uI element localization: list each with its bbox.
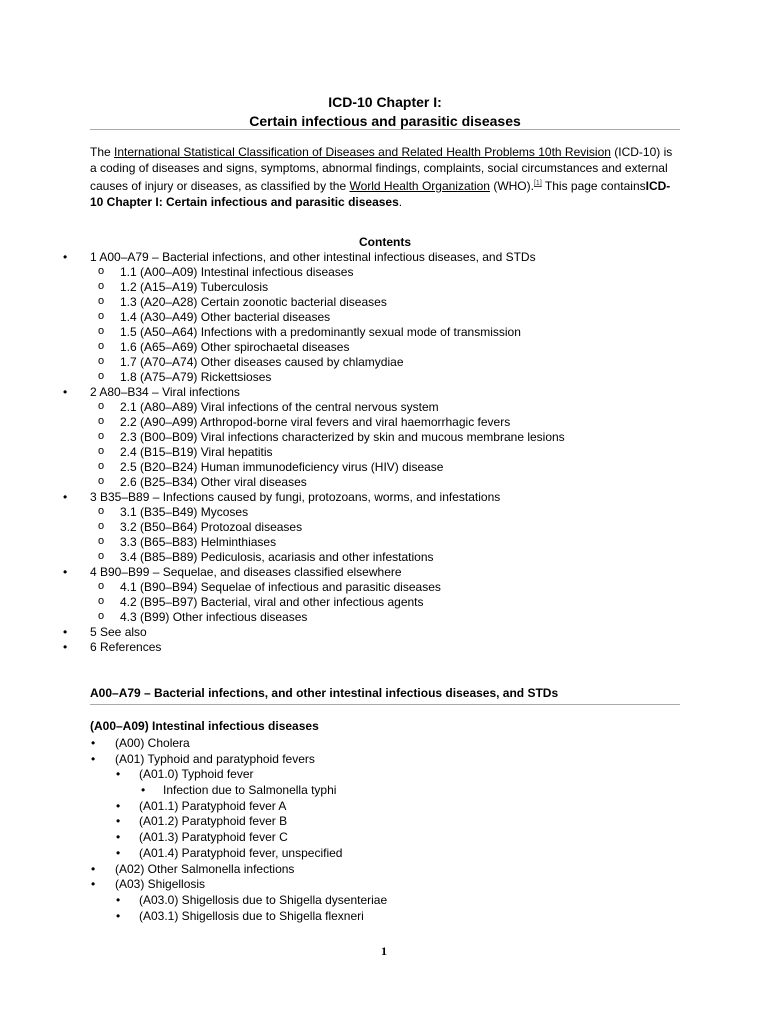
toc-item-label: 1.3 (A20–A28) Certain zoonotic bacterial diseases	[120, 295, 387, 309]
table-of-contents	[0, 250, 768, 655]
toc-item-label: 4.2 (B95–B97) Bacterial, viral and other infectious agents	[120, 595, 424, 609]
toc-item-label: 4.1 (B90–B94) Sequelae of infectious and parasitic diseases	[120, 580, 441, 594]
bullet-icon: •	[116, 798, 121, 813]
list-item	[0, 909, 768, 925]
page-number: 1	[381, 944, 387, 958]
toc-subitem[interactable]	[0, 505, 768, 520]
toc-item-label: 1.2 (A15–A19) Tuberculosis	[120, 280, 269, 294]
toc-item-label: 3.1 (B35–B49) Mycoses	[120, 505, 249, 519]
list-item	[0, 814, 768, 830]
bullet-icon: •	[63, 250, 68, 264]
circle-bullet-icon: o	[98, 430, 105, 442]
toc-item-label: 1.1 (A00–A09) Intestinal infectious diseases	[120, 265, 354, 279]
bullet-icon: •	[63, 490, 68, 504]
list-item-label: (A01.0) Typhoid fever	[139, 767, 254, 782]
list-item-label: (A01) Typhoid and paratyphoid fevers	[115, 751, 315, 766]
intro-bold-text: ICD-10 Chapter I: Certain infectious and parasitic diseases	[90, 179, 671, 209]
toc-item-label: 3.4 (B85–B89) Pediculosis, acariasis and other infestations	[120, 550, 434, 564]
title-line-2: Certain infectious and parasitic diseases	[249, 113, 521, 129]
toc-subitem[interactable]	[0, 370, 768, 385]
toc-item-label: 2.5 (B20–B24) Human immunodeficiency virus (HIV) disease	[120, 460, 444, 474]
intro-text: (ICD-10) is a coding of diseases and signs, symptoms, abnormal findings, complaints, social circumstances and external causes of injury or diseases, as classified by the	[90, 145, 673, 193]
list-item-label: (A02) Other Salmonella infections	[115, 861, 295, 876]
bullet-icon: •	[116, 845, 121, 860]
toc-item[interactable]	[0, 490, 768, 505]
circle-bullet-icon: o	[98, 340, 105, 352]
list-item	[0, 799, 768, 815]
circle-bullet-icon: o	[98, 475, 105, 487]
circle-bullet-icon: o	[98, 550, 105, 562]
toc-item-label: 5 See also	[90, 625, 147, 639]
toc-item-label: 1.5 (A50–A64) Infections with a predominantly sexual mode of transmission	[120, 325, 521, 339]
circle-bullet-icon: o	[98, 265, 105, 277]
contents-heading: Contents	[359, 235, 411, 249]
circle-bullet-icon: o	[98, 325, 105, 337]
title-divider	[90, 129, 680, 130]
bullet-icon: •	[91, 861, 96, 876]
circle-bullet-icon: o	[98, 400, 105, 412]
toc-item-label: 2 A80–B34 – Viral infections	[90, 385, 240, 399]
toc-item-label: 6 References	[90, 640, 162, 654]
toc-item-label: 1 A00–A79 – Bacterial infections, and other intestinal infectious diseases, and STDs	[90, 250, 536, 264]
bullet-icon: •	[63, 625, 68, 639]
bullet-icon: •	[116, 892, 121, 907]
list-item	[0, 877, 768, 893]
toc-item-label: 4.3 (B99) Other infectious diseases	[120, 610, 308, 624]
toc-subitem[interactable]	[0, 340, 768, 355]
list-item	[0, 736, 768, 752]
list-item-label: (A03) Shigellosis	[115, 877, 206, 892]
list-item	[0, 767, 768, 783]
toc-subitem[interactable]	[0, 325, 768, 340]
toc-item[interactable]	[0, 250, 768, 265]
circle-bullet-icon: o	[98, 415, 105, 427]
list-item	[0, 893, 768, 909]
disease-list	[0, 736, 768, 924]
circle-bullet-icon: o	[98, 355, 105, 367]
intro-text: (WHO).	[489, 179, 534, 193]
section-heading: A00–A79 – Bacterial infections, and other intestinal infectious diseases, and STDs	[90, 686, 559, 700]
bullet-icon: •	[116, 830, 121, 845]
toc-subitem[interactable]	[0, 460, 768, 475]
list-item	[0, 846, 768, 862]
bullet-icon: •	[116, 814, 121, 829]
bullet-icon: •	[91, 736, 96, 750]
bullet-icon: •	[63, 565, 68, 579]
section-divider	[90, 704, 680, 705]
toc-subitem[interactable]	[0, 430, 768, 445]
intro-text: This page contains	[541, 179, 646, 193]
bullet-icon: •	[91, 877, 96, 892]
toc-item-label: 3.2 (B50–B64) Protozoal diseases	[120, 520, 303, 534]
bullet-icon: •	[116, 908, 121, 923]
circle-bullet-icon: o	[98, 295, 105, 307]
toc-item-label: 1.4 (A30–A49) Other bacterial diseases	[120, 310, 331, 324]
toc-subitem[interactable]	[0, 475, 768, 490]
circle-bullet-icon: o	[98, 610, 105, 622]
toc-item-label: 1.7 (A70–A74) Other diseases caused by chlamydiae	[120, 355, 404, 369]
list-item-label: (A00) Cholera	[115, 736, 190, 750]
toc-item-label: 3.3 (B65–B83) Helminthiases	[120, 535, 277, 549]
toc-item-label: 2.6 (B25–B34) Other viral diseases	[120, 475, 307, 489]
circle-bullet-icon: o	[98, 505, 105, 517]
toc-item-label: 2.2 (A90–A99) Arthropod-borne viral fevers and viral haemorrhagic fevers	[120, 415, 511, 429]
list-item-label: (A01.2) Paratyphoid fever B	[139, 814, 288, 829]
list-item-label: (A03.1) Shigellosis due to Shigella flexneri	[139, 908, 364, 923]
toc-subitem[interactable]	[0, 445, 768, 460]
toc-item-label: 4 B90–B99 – Sequelae, and diseases classified elsewhere	[90, 565, 402, 579]
list-item	[0, 752, 768, 768]
toc-item-label: 2.4 (B15–B19) Viral hepatitis	[120, 445, 273, 459]
bullet-icon: •	[63, 640, 68, 654]
toc-item[interactable]	[0, 385, 768, 400]
toc-subitem[interactable]	[0, 595, 768, 610]
toc-subitem[interactable]	[0, 415, 768, 430]
circle-bullet-icon: o	[98, 370, 105, 382]
toc-subitem[interactable]	[0, 550, 768, 565]
toc-subitem[interactable]	[0, 535, 768, 550]
circle-bullet-icon: o	[98, 460, 105, 472]
icd-link[interactable]: International Statistical Classification of Diseases and Related Health Problems 10th Revision	[114, 145, 611, 159]
list-item	[0, 783, 768, 799]
subsection-heading: (A00–A09) Intestinal infectious diseases	[90, 719, 319, 733]
who-link[interactable]: World Health Organization	[349, 179, 490, 193]
list-item-label: (A01.4) Paratyphoid fever, unspecified	[139, 845, 343, 860]
toc-item-label: 3 B35–B89 – Infections caused by fungi, protozoans, worms, and infestations	[90, 490, 501, 504]
title-line-1: ICD-10 Chapter I:	[328, 94, 442, 110]
reference-link[interactable]: [1]	[533, 180, 542, 187]
list-item-label: (A01.1) Paratyphoid fever A	[139, 798, 287, 813]
intro-text: The	[90, 145, 115, 159]
circle-bullet-icon: o	[98, 310, 105, 322]
intro-text: .	[398, 194, 403, 209]
list-item-label: Infection due to Salmonella typhi	[163, 783, 337, 798]
toc-item-label: 1.6 (A65–A69) Other spirochaetal diseases	[120, 340, 350, 354]
toc-subitem[interactable]	[0, 280, 768, 295]
circle-bullet-icon: o	[98, 595, 105, 607]
list-item-label: (A03.0) Shigellosis due to Shigella dysenteriae	[139, 892, 388, 907]
toc-item[interactable]	[0, 625, 768, 640]
circle-bullet-icon: o	[98, 280, 105, 292]
bullet-icon: •	[141, 783, 146, 798]
toc-subitem[interactable]	[0, 520, 768, 535]
bullet-icon: •	[91, 751, 96, 766]
intro-paragraph	[90, 145, 680, 210]
toc-subitem[interactable]	[0, 580, 768, 595]
toc-item-label: 1.8 (A75–A79) Rickettsioses	[120, 370, 272, 384]
bullet-icon: •	[63, 385, 68, 399]
toc-item[interactable]	[0, 640, 768, 655]
toc-subitem[interactable]	[0, 265, 768, 280]
circle-bullet-icon: o	[98, 445, 105, 457]
list-item	[0, 862, 768, 878]
toc-subitem[interactable]	[0, 610, 768, 625]
toc-item[interactable]	[0, 565, 768, 580]
toc-subitem[interactable]	[0, 310, 768, 325]
circle-bullet-icon: o	[98, 535, 105, 547]
toc-item-label: 2.1 (A80–A89) Viral infections of the central nervous system	[120, 400, 439, 414]
page-title	[90, 93, 680, 131]
toc-subitem[interactable]	[0, 355, 768, 370]
circle-bullet-icon: o	[98, 520, 105, 532]
toc-item-label: 2.3 (B00–B09) Viral infections characterized by skin and mucous membrane lesions	[120, 430, 565, 444]
circle-bullet-icon: o	[98, 580, 105, 592]
list-item	[0, 830, 768, 846]
toc-subitem[interactable]	[0, 400, 768, 415]
bullet-icon: •	[116, 767, 121, 782]
list-item-label: (A01.3) Paratyphoid fever C	[139, 830, 288, 845]
toc-subitem[interactable]	[0, 295, 768, 310]
